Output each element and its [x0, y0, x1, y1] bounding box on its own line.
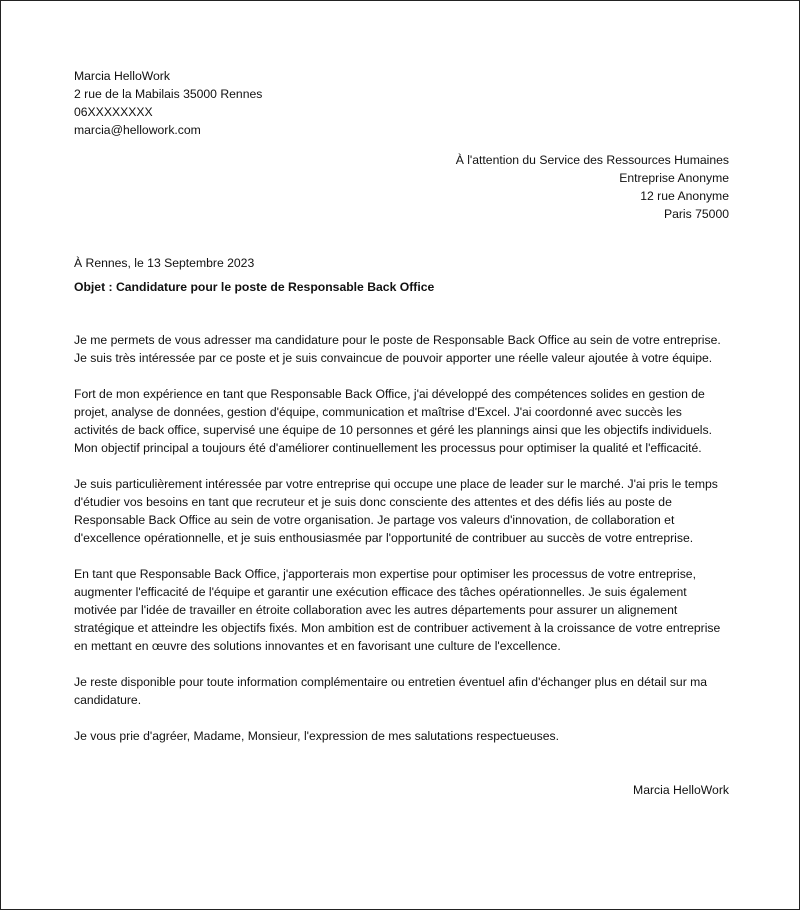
sender-email: marcia@hellowork.com [74, 123, 201, 137]
signature: Marcia HelloWork [633, 783, 729, 797]
subject-line: Objet : Candidature pour le poste de Responsable Back Office [74, 280, 435, 294]
sender-name: Marcia HelloWork [74, 69, 170, 83]
closing-paragraph: Je vous prie d'agréer, Madame, Monsieur, l'expression de mes salutations respectueuses. [74, 729, 559, 743]
recipient-block [74, 151, 729, 223]
body-paragraph: En tant que Responsable Back Office, j'apporterais mon expertise pour optimiser les processus de votre entreprise, augmenter l'efficacité de l'équipe et garantir une exécution efficace des tâches opérationnelles. Je suis également motivée par l'idée de travailler en étroite collaboration avec les autres départements pour assurer un alignement stratégique et atteindre les objectifs fixés. Mon ambition est de contribuer activement à la croissance de votre entreprise en mettant en œuvre des solutions innovantes et en favorisant une culture de l'excellence. [74, 567, 721, 653]
body-paragraph: Fort de mon expérience en tant que Responsable Back Office, j'ai développé des compétences solides en gestion de projet, analyse de données, gestion d'équipe, communication et maîtrise d'Excel. J'ai coordonné avec succès les activités de back office, supervisé une équipe de 10 personnes et géré les plannings ainsi que les objectifs individuels. Mon objectif principal a toujours été d'améliorer continuellement les processus pour optimiser la qualité et l'efficacité. [74, 387, 712, 455]
letter-content [74, 67, 729, 799]
recipient-street: 12 rue Anonyme [640, 189, 729, 203]
body-paragraph: Je reste disponible pour toute information complémentaire ou entretien éventuel afin d'échanger plus en détail sur ma candidature. [74, 675, 708, 707]
date-line: À Rennes, le 13 Septembre 2023 [74, 256, 255, 270]
sender-block [74, 67, 729, 139]
body-paragraph: Je suis particulièrement intéressée par votre entreprise qui occupe une place de leader sur le marché. J'ai pris le temps d'étudier vos besoins en tant que recruteur et je suis donc consciente des attentes et des défis liés au poste de Responsable Back Office au sein de votre organisation. Je partage vos valeurs d'innovation, de collaboration et d'excellence opérationnelle, et je suis enthousiasmée par l'opportunité de contribuer au succès de votre entreprise. [74, 477, 718, 545]
letter-body [74, 331, 729, 745]
sender-address: 2 rue de la Mabilais 35000 Rennes [74, 87, 263, 101]
sender-phone: 06XXXXXXXX [74, 105, 153, 119]
recipient-city: Paris 75000 [663, 207, 729, 221]
recipient-attention: À l'attention du Service des Ressources Humaines [455, 153, 729, 167]
recipient-company: Entreprise Anonyme [619, 171, 729, 185]
body-paragraph: Je me permets de vous adresser ma candidature pour le poste de Responsable Back Office au sein de votre entreprise. Je suis très intéressée par ce poste et je suis convaincue de pouvoir apporter une réelle valeur ajoutée à votre équipe. [74, 333, 721, 365]
